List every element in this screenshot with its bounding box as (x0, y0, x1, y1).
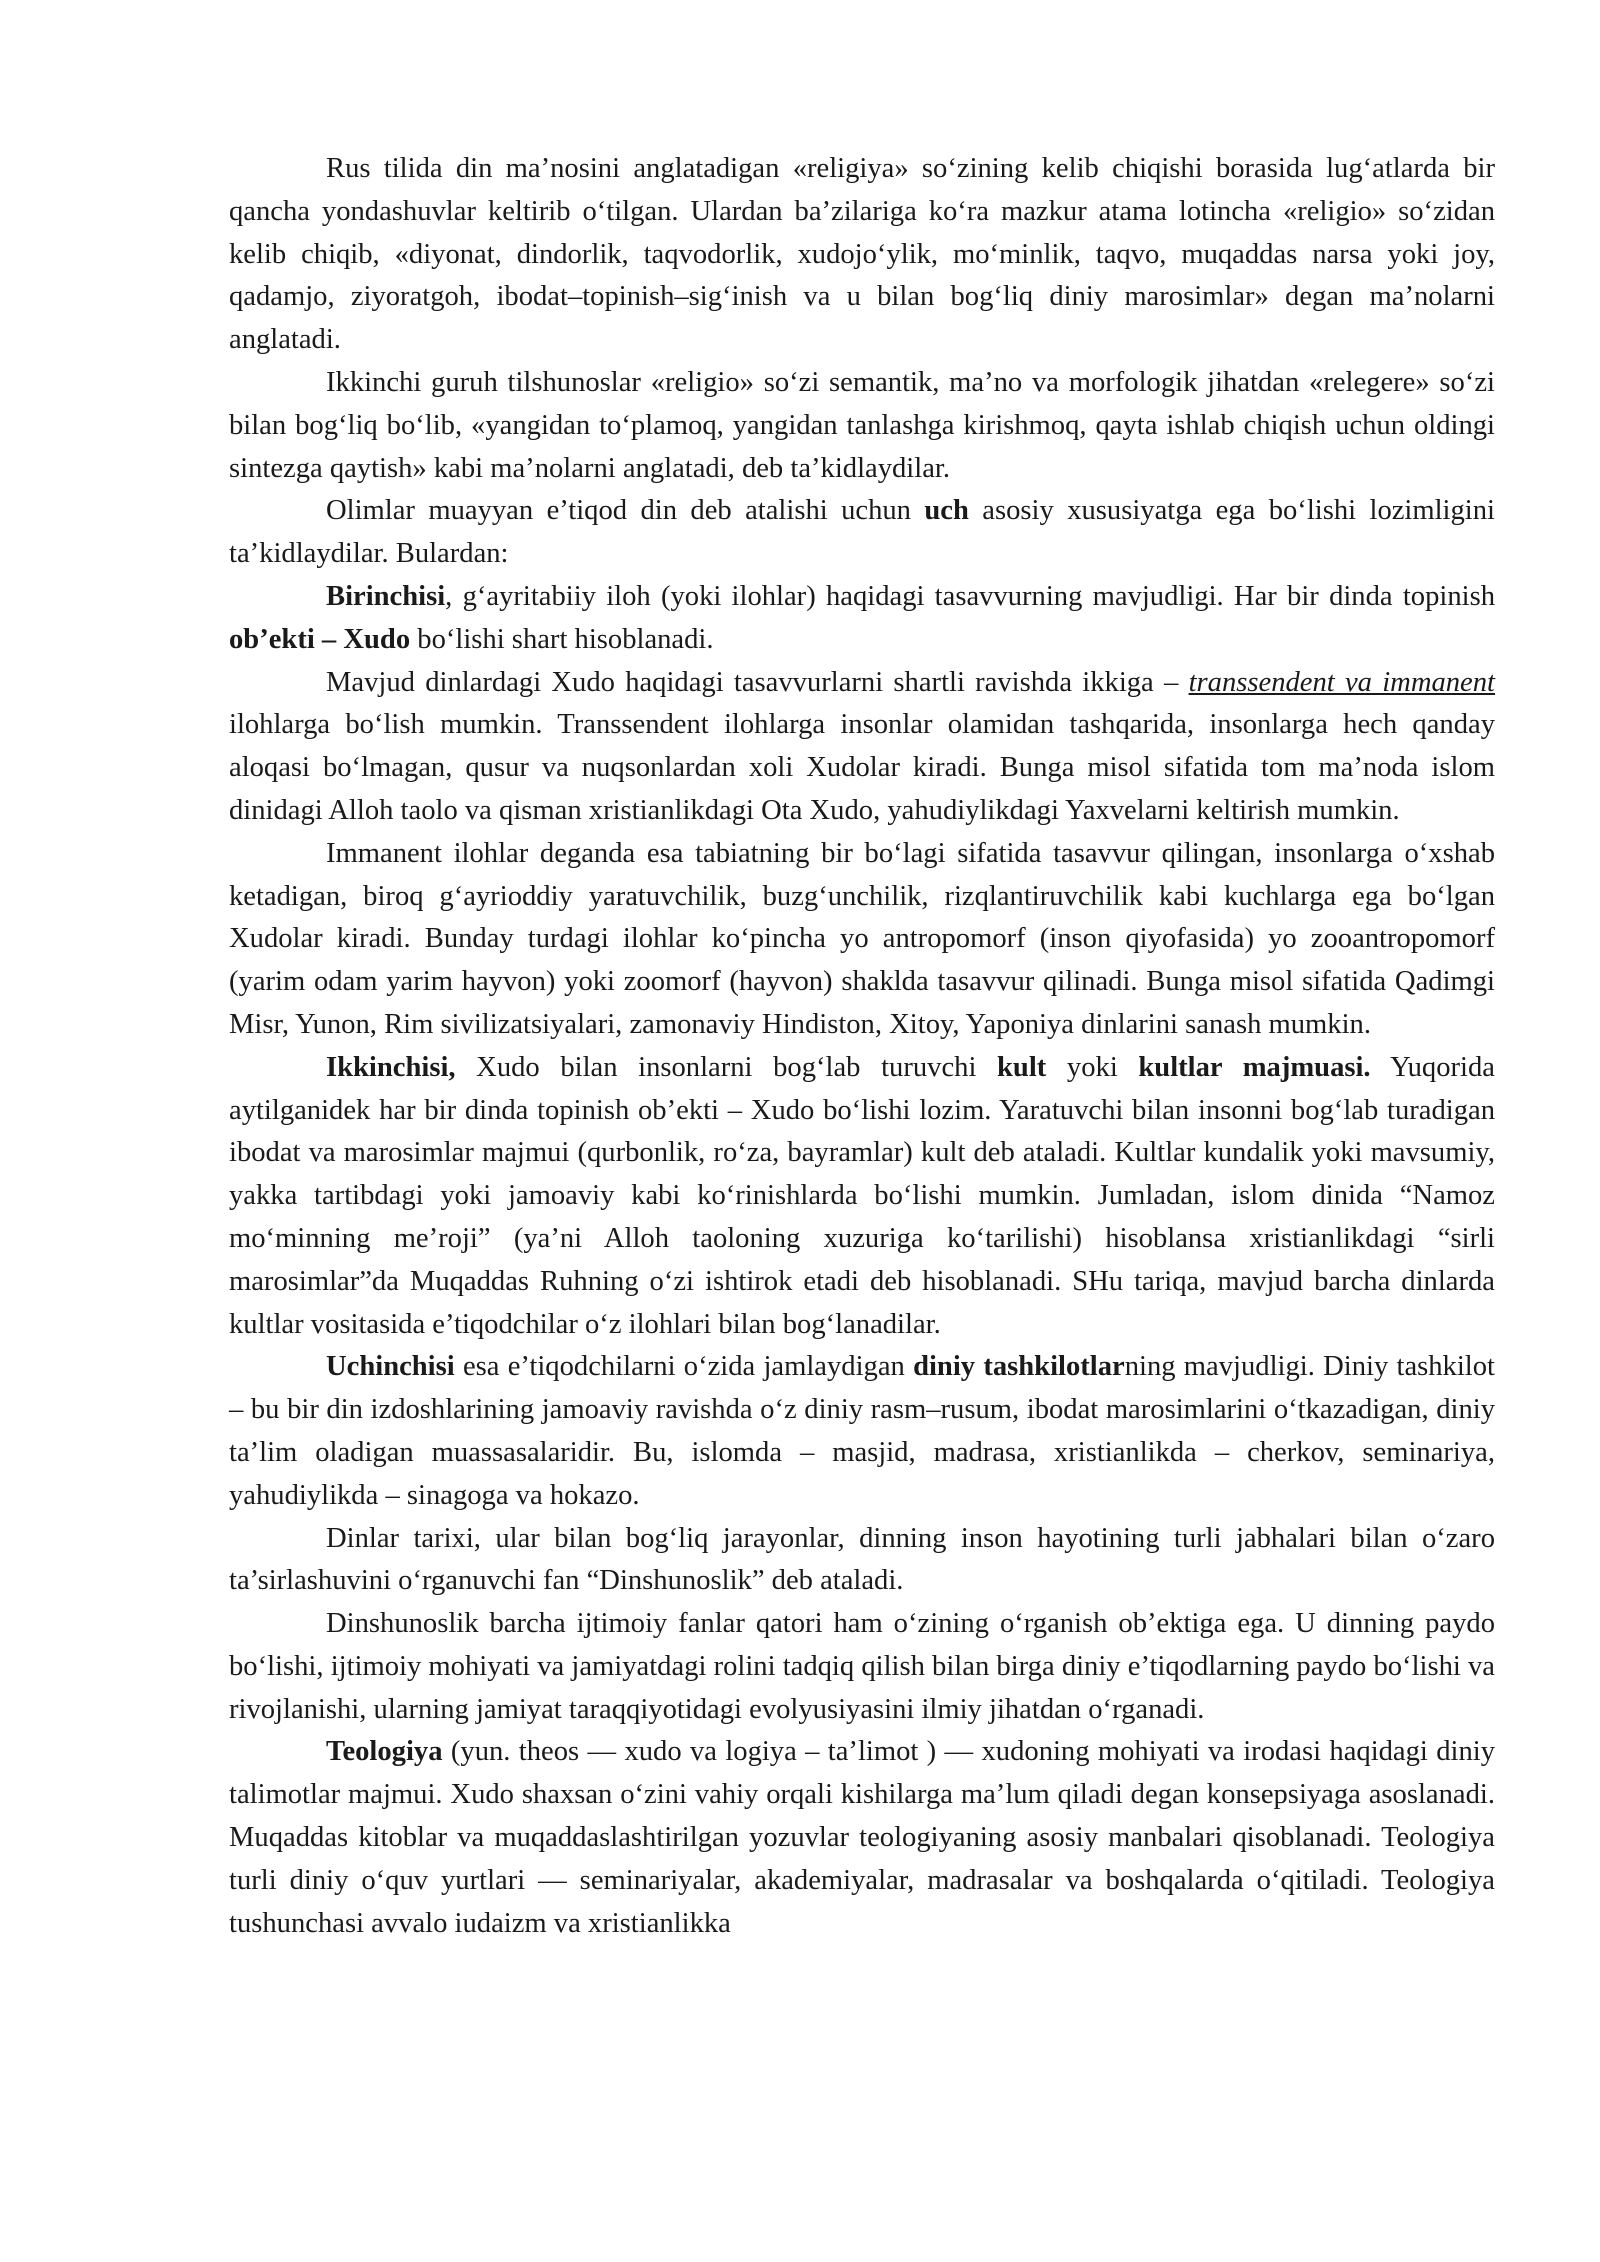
paragraph-4 (229, 576, 1495, 662)
paragraph-text: bo‘lishi shart hisoblanadi. (410, 623, 714, 655)
paragraph-text: (yun. theos — xudo va logiya – ta’limot ) — xudoning mohiyati va irodasi haqidagi diniy talimotlar majmui. Xudo shaxsan o‘zini vahiy orqali kishilarga ma’lum qiladi degan konsepsiyaga asoslanadi. Muqaddas kitoblar va muqaddaslashtirilgan yozuvlar teologiyaning asosiy manbalari qisoblanadi. Teologiya turli diniy o‘quv yurtlari — seminariyalar, akademiyalar, madrasalar va boshqalarda o‘qitiladi. Teologiya tushunchasi avvalo iudaizm va xristianlikka (229, 1736, 1495, 1939)
paragraph-text: Dinshunoslik barcha ijtimoiy fanlar qatori ham o‘zining o‘rganish ob’ektiga ega. U dinning paydo bo‘lishi, ijtimoiy mohiyati va jamiyatdagi rolini tadqiq qilish bilan birga diniy e’tiqodlarning paydo bo‘lishi va rivojlanishi, ularning jamiyat taraqqiyotidagi evolyusiyasini ilmiy jihatdan o‘rganadi. (229, 1608, 1495, 1725)
paragraph-text: esa e’tiqodchilarni o‘zida jamlaydigan (454, 1351, 914, 1383)
paragraph-text: ilohlarga bo‘lish mumkin. Transsendent ilohlarga insonlar olamidan tashqarida, insonlarga hech qanday aloqasi bo‘lmagan, qusur va nuqsonlardan xoli Xudolar kiradi. Bunga misol sifatida tom ma’noda islom dinidagi Alloh taolo va qisman xristianlikdagi Ota Xudo, yahudiylikdagi Yaxvelarni keltirish mumkin. (229, 709, 1495, 826)
bold-term: Birinchisi (326, 580, 446, 612)
paragraph-text: yoki (1046, 1051, 1139, 1083)
paragraph-text: Immanent ilohlar deganda esa tabiatning bir bo‘lagi sifatida tasavvur qilingan, insonlarga o‘xshab ketadigan, biroq g‘ayrioddiy yaratuvchilik, buzg‘unchilik, rizqlantiruvchilik kabi kuchlarga ega bo‘lgan Xudolar kiradi. Bunday turdagi ilohlar ko‘pincha yo antropomorf (inson qiyofasida) yo zooantropomorf (yarim odam yarim hayvon) yoki zoomorf (hayvon) shaklda tasavvur qilinadi. Bunga misol sifatida Qadimgi Misr, Yunon, Rim sivilizatsiyalari, zamonaviy Hindiston, Xitoy, Yaponiya dinlarini sanash mumkin. (229, 837, 1495, 1040)
paragraph-2 (229, 362, 1495, 490)
bold-term: ob’ekti – Xudo (229, 623, 411, 655)
bold-term: Teologiya (326, 1736, 443, 1768)
paragraph-3 (229, 490, 1495, 576)
bold-term: kultlar majmuasi. (1138, 1051, 1371, 1083)
paragraph-text: Rus tilida din ma’nosini anglatadigan «religiya» so‘zining kelib chiqishi borasida lug‘atlarda bir qancha yondashuvlar keltirib o‘tilgan. Ulardan ba’zilariga ko‘ra mazkur atama lotincha «religio» so‘zidan kelib chiqib, «diyonat, dindorlik, taqvodorlik, xudojo‘ylik, mo‘minlik, taqvo, muqaddas narsa yoki joy, qadamjo, ziyoratgoh, ibodat–topinish–sig‘inish va u bilan bog‘liq diniy marosimlar» degan ma’nolarni anglatadi. (229, 153, 1495, 356)
paragraph-text: Mavjud dinlardagi Xudo haqidagi tasavvurlarni shartli ravishda ikkiga – (326, 666, 1189, 698)
paragraph-text: asosiy xususiyatga ega bo‘lishi lozimligini ta’kidlaydilar. Bulardan: (229, 495, 1495, 570)
bold-term: kult (997, 1051, 1047, 1083)
paragraph-5 (229, 662, 1495, 833)
bold-term: Ikkinchisi, (326, 1051, 456, 1083)
paragraph-text: Yuqorida aytilganidek har bir dinda topinish ob’ekti – Xudo bo‘lishi lozim. Yaratuvchi bilan insonni bog‘lab turadigan ibodat va marosimlar majmui (qurbonlik, ro‘za, bayramlar) kult deb ataladi. Kultlar kundalik yoki mavsumiy, yakka tartibdagi yoki jamoaviy kabi ko‘rinishlarda bo‘lishi mumkin. Jumladan, islom dinida “Namoz mo‘minning me’roji” (ya’ni Alloh taoloning xuzuriga ko‘tarilishi) hisoblansa xristianlikdagi “sirli marosimlar”da Muqaddas Ruhning o‘zi ishtirok etadi deb hisoblanadi. SHu tariqa, mavjud barcha dinlarda kultlar vositasida e’tiqodchilar o‘z ilohlari bilan bog‘lanadilar. (229, 1051, 1495, 1340)
paragraph-7 (229, 1047, 1495, 1347)
paragraph-text: Olimlar muayyan e’tiqod din deb atalishi uchun (326, 495, 925, 527)
italic-underlined-term: transsendent va immanent (1188, 666, 1495, 698)
bold-term: diniy tashkilotlar (913, 1351, 1125, 1383)
paragraph-text: Ikkinchi guruh tilshunoslar «religio» so‘zi semantik, ma’no va morfologik jihatdan «relegere» so‘zi bilan bog‘liq bo‘lib, «yangidan to‘plamoq, yangidan tanlashga kirishmoq, qayta ishlab chiqish uchun oldingi sintezga qaytish» kabi ma’nolarni anglatadi, deb ta’kidlaydilar. (229, 366, 1495, 484)
paragraph-1 (229, 148, 1495, 362)
bold-term: uch (924, 495, 969, 527)
document-page (229, 148, 1495, 1945)
bold-term: Uchinchisi (326, 1351, 455, 1383)
paragraph-11 (229, 1731, 1495, 1945)
paragraph-9 (229, 1518, 1495, 1604)
paragraph-text: , g‘ayritabiiy iloh (yoki ilohlar) haqidagi tasavvurning mavjudligi. Har bir dinda topinish (445, 580, 1495, 612)
paragraph-text: Dinlar tarixi, ular bilan bog‘liq jarayonlar, dinning inson hayotining turli jabhalari bilan o‘zaro ta’sirlashuvini o‘rganuvchi fan “Dinshunoslik” deb ataladi. (229, 1522, 1495, 1597)
paragraph-8 (229, 1346, 1495, 1517)
paragraph-10 (229, 1603, 1495, 1731)
paragraph-6 (229, 833, 1495, 1047)
paragraph-text: Xudo bilan insonlarni bog‘lab turuvchi (455, 1051, 998, 1083)
paragraph-text: ning mavjudligi. Diniy tashkilot – bu bir din izdoshlarining jamoaviy ravishda o‘z diniy rasm–rusum, ibodat marosimlarini o‘tkazadigan, diniy ta’lim oladigan muassasalaridir. Bu, islomda – masjid, madrasa, xristianlikda – cherkov, seminariya, yahudiylikda – sinagoga va hokazo. (229, 1351, 1495, 1511)
